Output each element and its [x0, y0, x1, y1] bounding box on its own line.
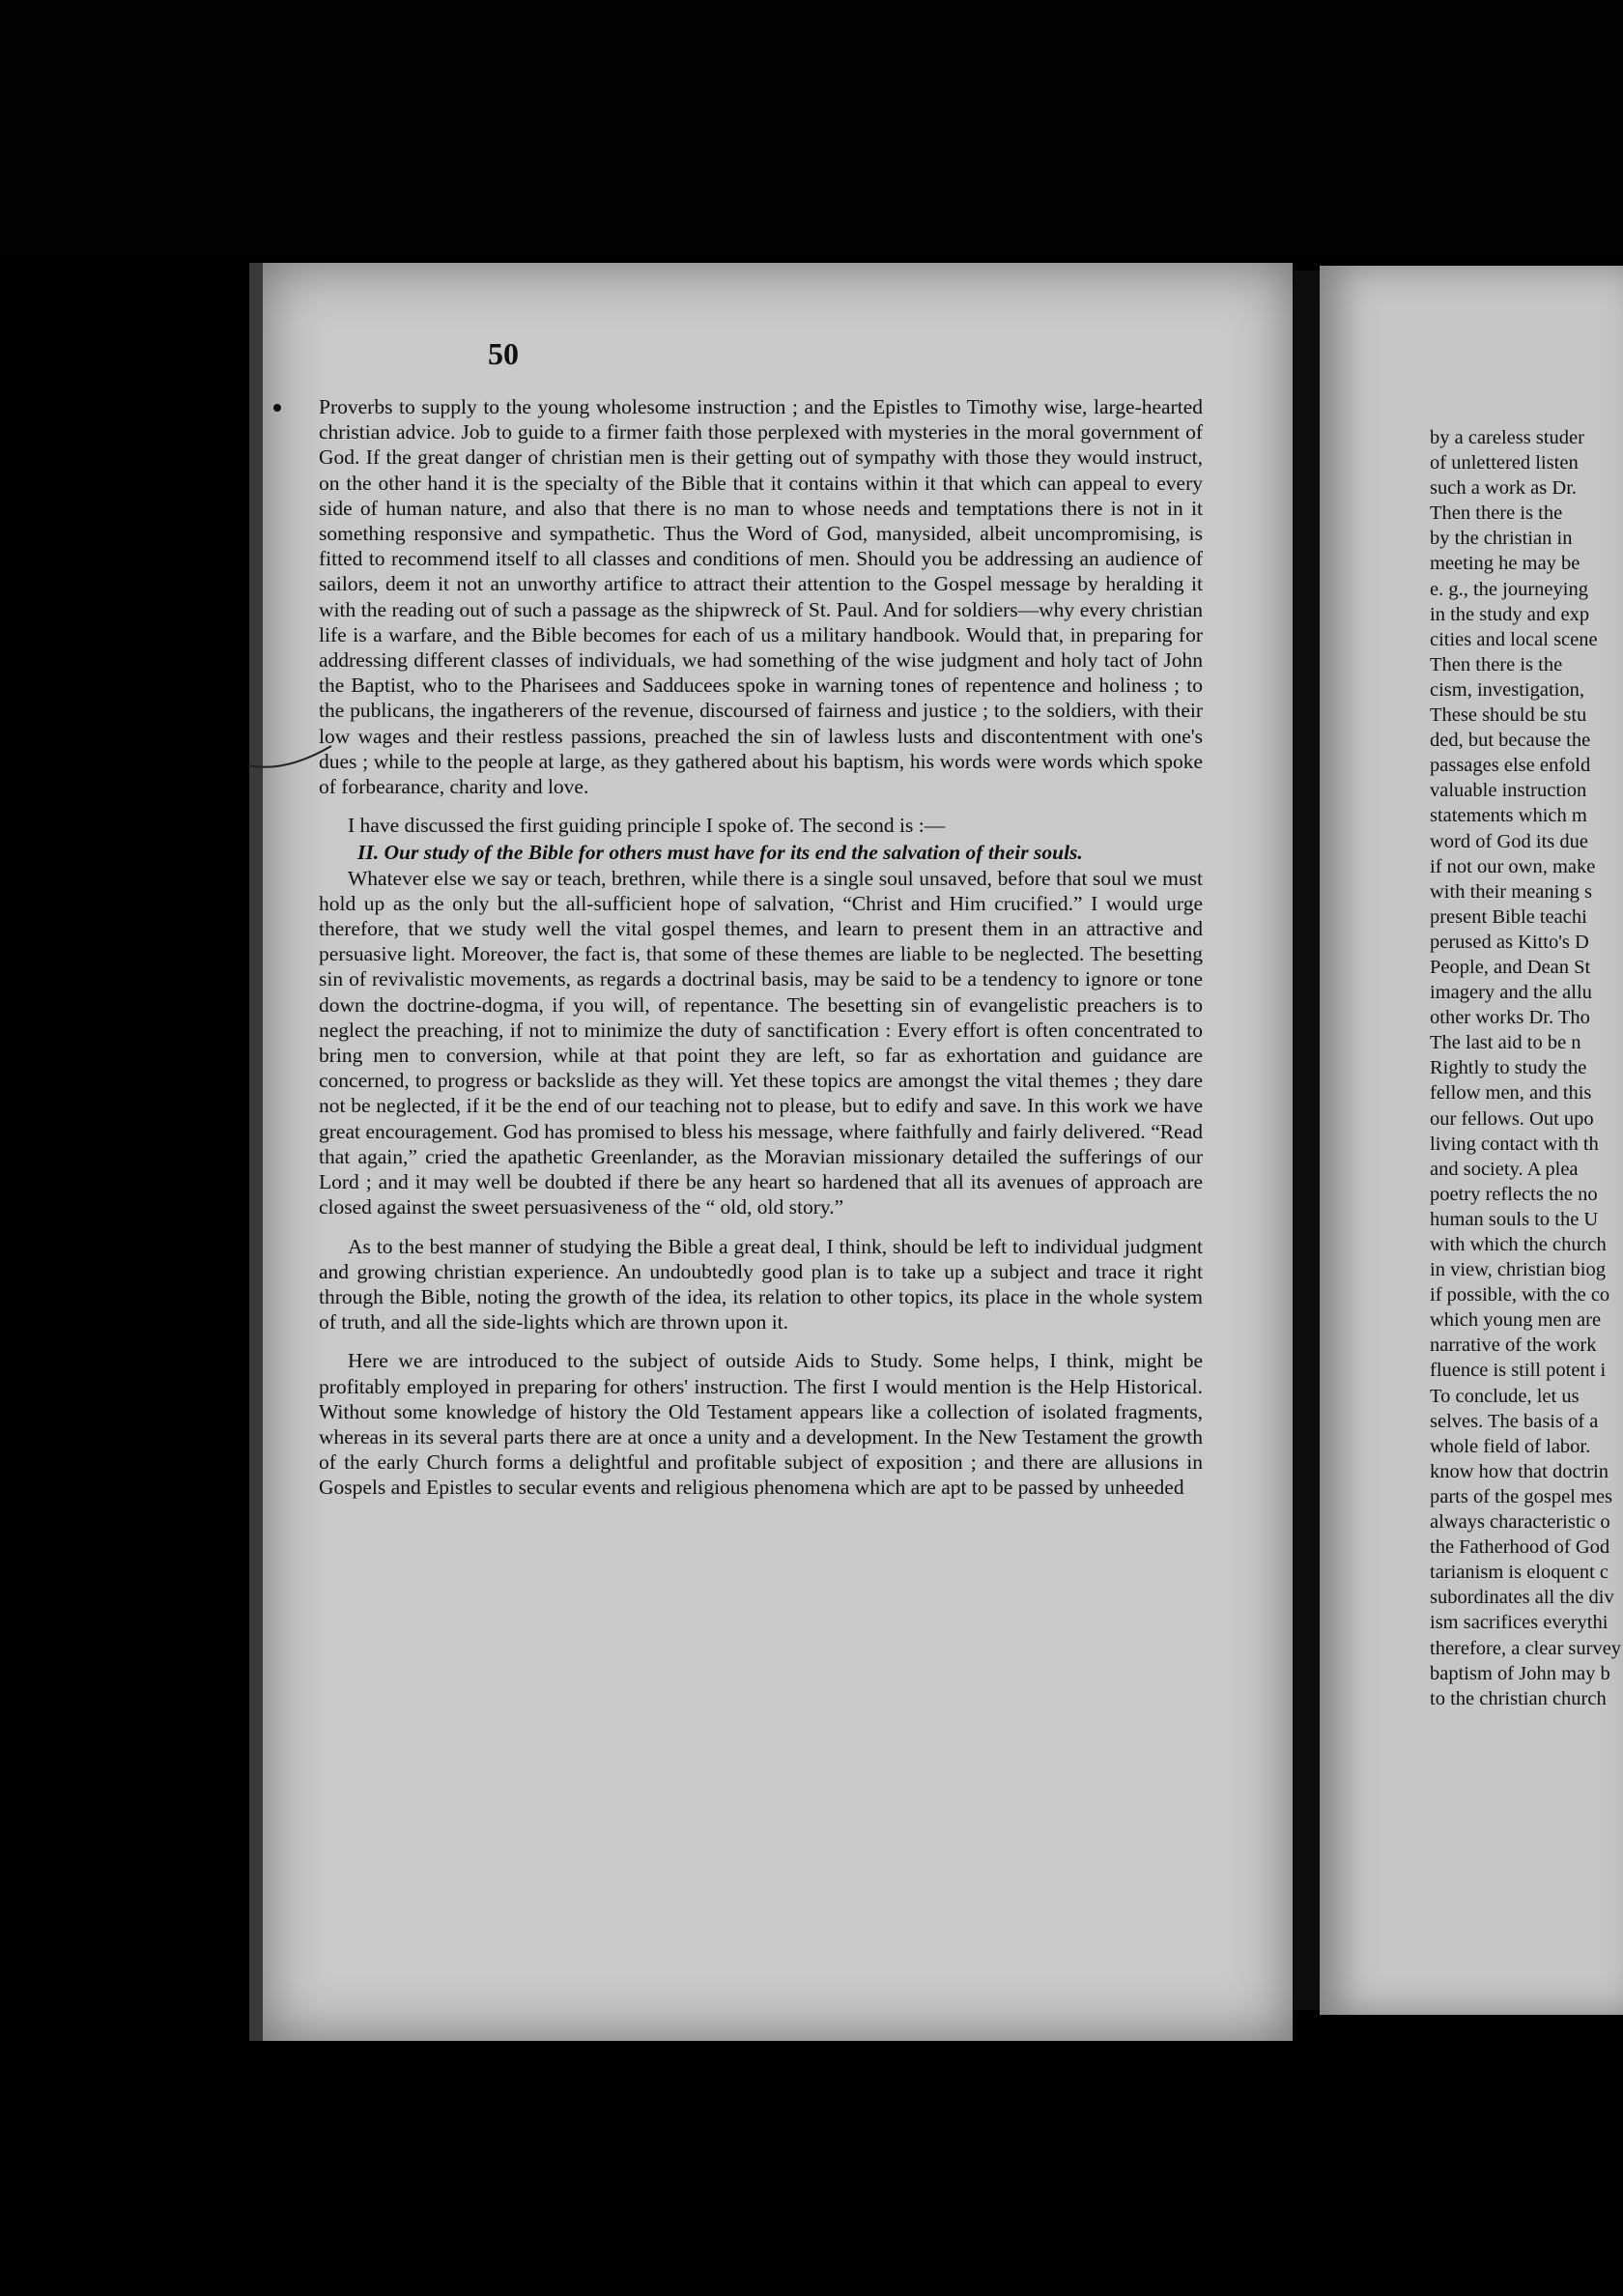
paragraph-manner: As to the best manner of studying the Bible a great deal, I think, should be left to individual judgment and growing christian experience. An undoubtedly good plan is to take up a subject and trace it right through the Bible, noting the growth of the idea, its relation to other topics, its place in the whole system of truth, and all the side-lights which are thrown upon it. [319, 1234, 1203, 1335]
right-line: Then there is the [1430, 653, 1563, 675]
right-line: Then there is the [1430, 502, 1563, 525]
section-heading-ii: II. Our study of the Bible for others must have for its end the salvation of their souls. [357, 841, 1083, 865]
right-line: perused as Kitto's D [1430, 931, 1589, 953]
right-line: ism sacrifices everythi [1430, 1612, 1609, 1634]
paragraph-aids: Here we are introduced to the subject of outside Aids to Study. Some helps, I think, might be profitably employed in preparing for others' instruction. The first I would mention is the Help Historical. Without some knowledge of history the Old Testament appears like a collection of isolated fragments, whereas in its several parts there are at once a unity and a development. In the New Testament the growth of the early Church forms a delightful and profitable subject of exposition ; and there are allusions in Gospels and Epistles to secular events and religious phenomena which are apt to be passed by unheeded [319, 1349, 1203, 1500]
right-line: living contact with th [1430, 1133, 1599, 1155]
right-line: with their meaning s [1430, 880, 1592, 903]
right-line: tarianism is eloquent c [1430, 1562, 1609, 1584]
right-line: whole field of labor. [1430, 1435, 1591, 1457]
right-line: by a careless studer [1430, 427, 1584, 448]
paragraph-transition: I have discussed the first guiding principle I spoke of. The second is :— [348, 814, 946, 838]
paragraph-whatever: Whatever else we say or teach, brethren, while there is a single soul unsaved, before that soul we must hold up as the only but the all-sufficient hope of salvation, “Christ and Him crucified.” I would urge therefore, that we study well the vital gospel themes, and learn to present them in an attractive and persuasive light. Moreover, the fact is, that some of these themes are liable to be neglected. The besetting sin of revivalistic movements, as regards a doctrinal basis, may be said to be a tendency to ignore or tone down the doctrine-dogma, if you will, of repentance. The besetting sin of evangelistic preachers is to neglect the preaching, if not to minimize the duty of sanctification : Every effort is often concentrated to bring men to conversion, while at that point they are left, so far as exhortation and guidance are concerned, to progress or backslide as they will. Yet these topics are amongst the vital themes ; they dare not be neglected, if it be the end of our teaching not to please, but to edify and save. In this work we have great encouragement. God has promised to bless his message, where faithfully and fairly delivered. “Read that again,” cried the apathetic Greenlander, as the Moravian missionary detailed the sufferings of our Lord ; and it may well be doubted if there be any heart so hardened that all its avenues of approach are closed against the sweet persuasiveness of the “ old, old story.” [319, 866, 1203, 1220]
right-line: the Fatherhood of God [1430, 1536, 1610, 1559]
right-line: fluence is still potent i [1430, 1360, 1607, 1382]
right-line: Rightly to study the [1430, 1057, 1587, 1079]
right-line: with which the church [1430, 1234, 1607, 1255]
right-line: subordinates all the div [1430, 1587, 1614, 1609]
book-gutter [1293, 271, 1322, 2010]
right-line: People, and Dean St [1430, 956, 1591, 978]
right-line: to the christian church [1430, 1687, 1607, 1709]
right-line: fellow men, and this [1430, 1082, 1592, 1105]
right-line: and society. A plea [1430, 1158, 1579, 1180]
right-line: meeting he may be [1430, 553, 1580, 575]
left-page-body [319, 394, 1203, 1501]
right-line: passages else enfold [1430, 755, 1591, 777]
right-line: such a work as Dr. [1430, 477, 1578, 500]
right-line: statements which m [1430, 805, 1587, 827]
right-line: our fellows. Out upo [1430, 1107, 1594, 1130]
right-line: poetry reflects the no [1430, 1183, 1598, 1205]
page-number: 50 [488, 336, 519, 371]
right-line: word of God its due [1430, 830, 1588, 852]
right-line: always characteristic o [1430, 1511, 1610, 1534]
right-line: if possible, with the co [1430, 1284, 1610, 1306]
right-line: cities and local scene [1430, 628, 1598, 650]
right-page-body [1430, 425, 1623, 1711]
right-line: e. g., the journeying [1430, 578, 1588, 600]
right-line: valuable instruction [1430, 780, 1587, 802]
right-line: To conclude, let us [1430, 1385, 1580, 1407]
right-line: therefore, a clear survey [1430, 1637, 1622, 1659]
right-line: The last aid to be n [1430, 1032, 1581, 1054]
right-line: human souls to the U [1430, 1208, 1599, 1230]
right-line: narrative of the work [1430, 1335, 1597, 1357]
right-line: in view, christian biog [1430, 1259, 1606, 1281]
right-line: imagery and the allu [1430, 982, 1592, 1004]
right-line: which young men are [1430, 1309, 1602, 1332]
right-line: by the christian in [1430, 528, 1573, 550]
right-line: These should be stu [1430, 704, 1587, 727]
right-line: present Bible teachi [1430, 905, 1587, 928]
right-line: of unlettered listen [1430, 452, 1579, 474]
paragraph-proverbs: Proverbs to supply to the young wholesome instruction ; and the Epistles to Timothy wise, large-hearted christian advice. Job to guide to a firmer faith those perplexed with mysteries in the moral government of God. If the great danger of christian men is their getting out of sympathy with those they would instruct, on the other hand it is the specialty of the Bible that it contains within it that which can appeal to every side of human nature, and also that there is no man to whose needs and temptations there is not in it something responsive and sympathetic. Thus the Word of God, manysided, albeit uncompromising, is fitted to recommend itself to all classes and conditions of men. Should you be addressing an audience of sailors, deem it not an unworthy artifice to attract their attention to the Gospel message by heralding it with the reading out of such a passage as the shipwreck of St. Paul. And for soldiers—why every christian life is a warfare, and the Bible becomes for each of us a military handbook. Would that, in preparing for addressing different classes of individuals, we had something of the wise judgment and holy tact of John the Baptist, who to the Pharisees and Sadducees spoke in warning tones of repentence and holiness ; to the publicans, the ingatherers of the revenue, discoursed of fairness and justice ; to the soldiers, with their low wages and their restless passions, preached the sin of lawless lusts and discontentment with one's dues ; while to the people at large, as they gathered about his baptism, his words were words which spoke of forbearance, charity and love. [319, 395, 1203, 799]
right-line: if not our own, make [1430, 855, 1596, 877]
right-line: cism, investigation, [1430, 678, 1584, 701]
right-line: other works Dr. Tho [1430, 1007, 1590, 1029]
right-line: know how that doctrin [1430, 1460, 1609, 1482]
ink-dot [273, 404, 281, 412]
right-line: baptism of John may b [1430, 1662, 1610, 1684]
right-line: parts of the gospel mes [1430, 1485, 1613, 1507]
right-line: selves. The basis of a [1430, 1410, 1599, 1432]
film-border [0, 0, 1623, 261]
right-line: in the study and exp [1430, 603, 1590, 625]
right-line: ded, but because the [1430, 730, 1591, 752]
